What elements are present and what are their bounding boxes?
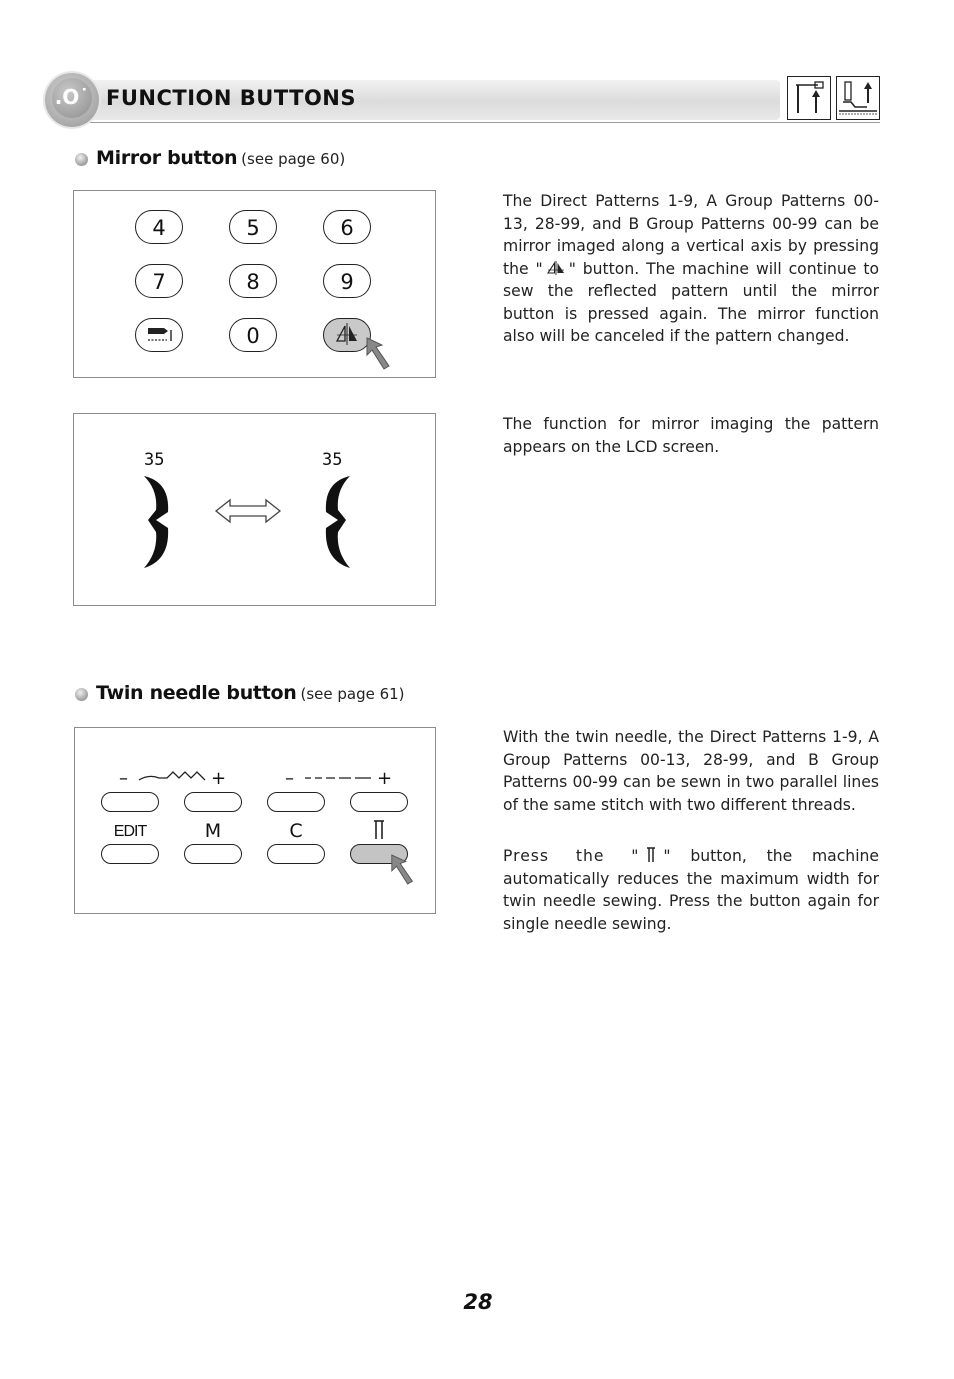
page-number: 28 (463, 1290, 493, 1314)
mirror-section-heading (96, 147, 345, 169)
width-minus-label: – (119, 768, 128, 789)
lcd-panel (73, 413, 436, 606)
stitch-pattern-mirrored-icon (318, 472, 354, 572)
pointer-cursor-icon (389, 852, 417, 888)
pointer-cursor-icon (364, 336, 394, 372)
section-bullet (75, 153, 88, 166)
twin-needle-inline-icon (642, 847, 660, 863)
clear-button[interactable] (267, 844, 325, 864)
section-badge-icon: .O˙ (52, 78, 92, 118)
presser-foot-lift-icon (836, 76, 880, 120)
mirror-description (503, 190, 879, 348)
twin-section-heading (96, 682, 405, 704)
mirror-description-end: " button. The machine will continue to sew the reflected pattern until the mirror button is pressed again. The mirror function also will be canceled if the pattern changed. (503, 259, 879, 345)
lcd-pattern-number-mirrored: 35 (322, 450, 343, 470)
twin-needle-instruction (503, 845, 879, 935)
header-rule (64, 122, 880, 123)
length-increase-button[interactable] (350, 792, 408, 812)
enter-icon (136, 319, 180, 349)
zigzag-width-icon (137, 770, 209, 784)
width-increase-button[interactable] (184, 792, 242, 812)
stitch-pattern-original-icon (140, 472, 176, 572)
stitch-length-icon (303, 770, 373, 784)
mirror-page-reference: (see page 60) (241, 150, 346, 168)
twin-needle-icon (372, 819, 386, 841)
length-minus-label: – (285, 768, 294, 789)
twin-needle-panel (74, 727, 436, 914)
mirror-inline-icon (543, 260, 569, 276)
twin-section-title: Twin needle button (96, 682, 297, 704)
twin-needle-description: With the twin needle, the Direct Patterns 1-9, A Group Patterns 00-13, 28-99, and B Group Patterns 00-99 can be sewn in two parallel lines of the same stitch with two different threads. (503, 728, 879, 814)
mirror-section-title: Mirror button (96, 147, 238, 169)
memory-button-label: M (204, 820, 222, 842)
keypad-panel (73, 190, 436, 378)
mirror-description-start: The Direct Patterns 1-9, A Group Patterns 00-13, 28-99, and B Group Patterns 00-99 can be mirror imaged along a vertical axis by pressing the " (503, 192, 879, 278)
length-plus-label: + (377, 768, 393, 789)
width-decrease-button[interactable] (101, 792, 159, 812)
twin-needle-instruction-end: " button, the machine automatically reduces the maximum width for twin needle sewing. Press the button again for single needle sewing. (503, 847, 879, 933)
needle-threading-icon (787, 76, 831, 120)
memory-button[interactable] (184, 844, 242, 864)
lcd-description: The function for mirror imaging the pattern appears on the LCD screen. (503, 415, 879, 456)
section-bullet (75, 688, 88, 701)
width-plus-label: + (211, 768, 227, 789)
mirror-icon (324, 319, 368, 349)
key-4[interactable]: 4 (135, 210, 183, 244)
mirror-arrow-icon (214, 498, 282, 524)
edit-button-label: EDIT (113, 823, 147, 840)
key-5[interactable]: 5 (229, 210, 277, 244)
length-decrease-button[interactable] (267, 792, 325, 812)
clear-button-label: C (289, 820, 303, 842)
key-6[interactable]: 6 (323, 210, 371, 244)
lcd-pattern-number-original: 35 (144, 450, 165, 470)
enter-key[interactable] (135, 318, 183, 352)
edit-button[interactable] (101, 844, 159, 864)
key-9[interactable]: 9 (323, 264, 371, 298)
key-7[interactable]: 7 (135, 264, 183, 298)
page-title: FUNCTION BUTTONS (106, 86, 357, 110)
key-0[interactable]: 0 (229, 318, 277, 352)
twin-page-reference: (see page 61) (300, 685, 405, 703)
twin-needle-instruction-start: Press the " (503, 847, 640, 865)
key-8[interactable]: 8 (229, 264, 277, 298)
